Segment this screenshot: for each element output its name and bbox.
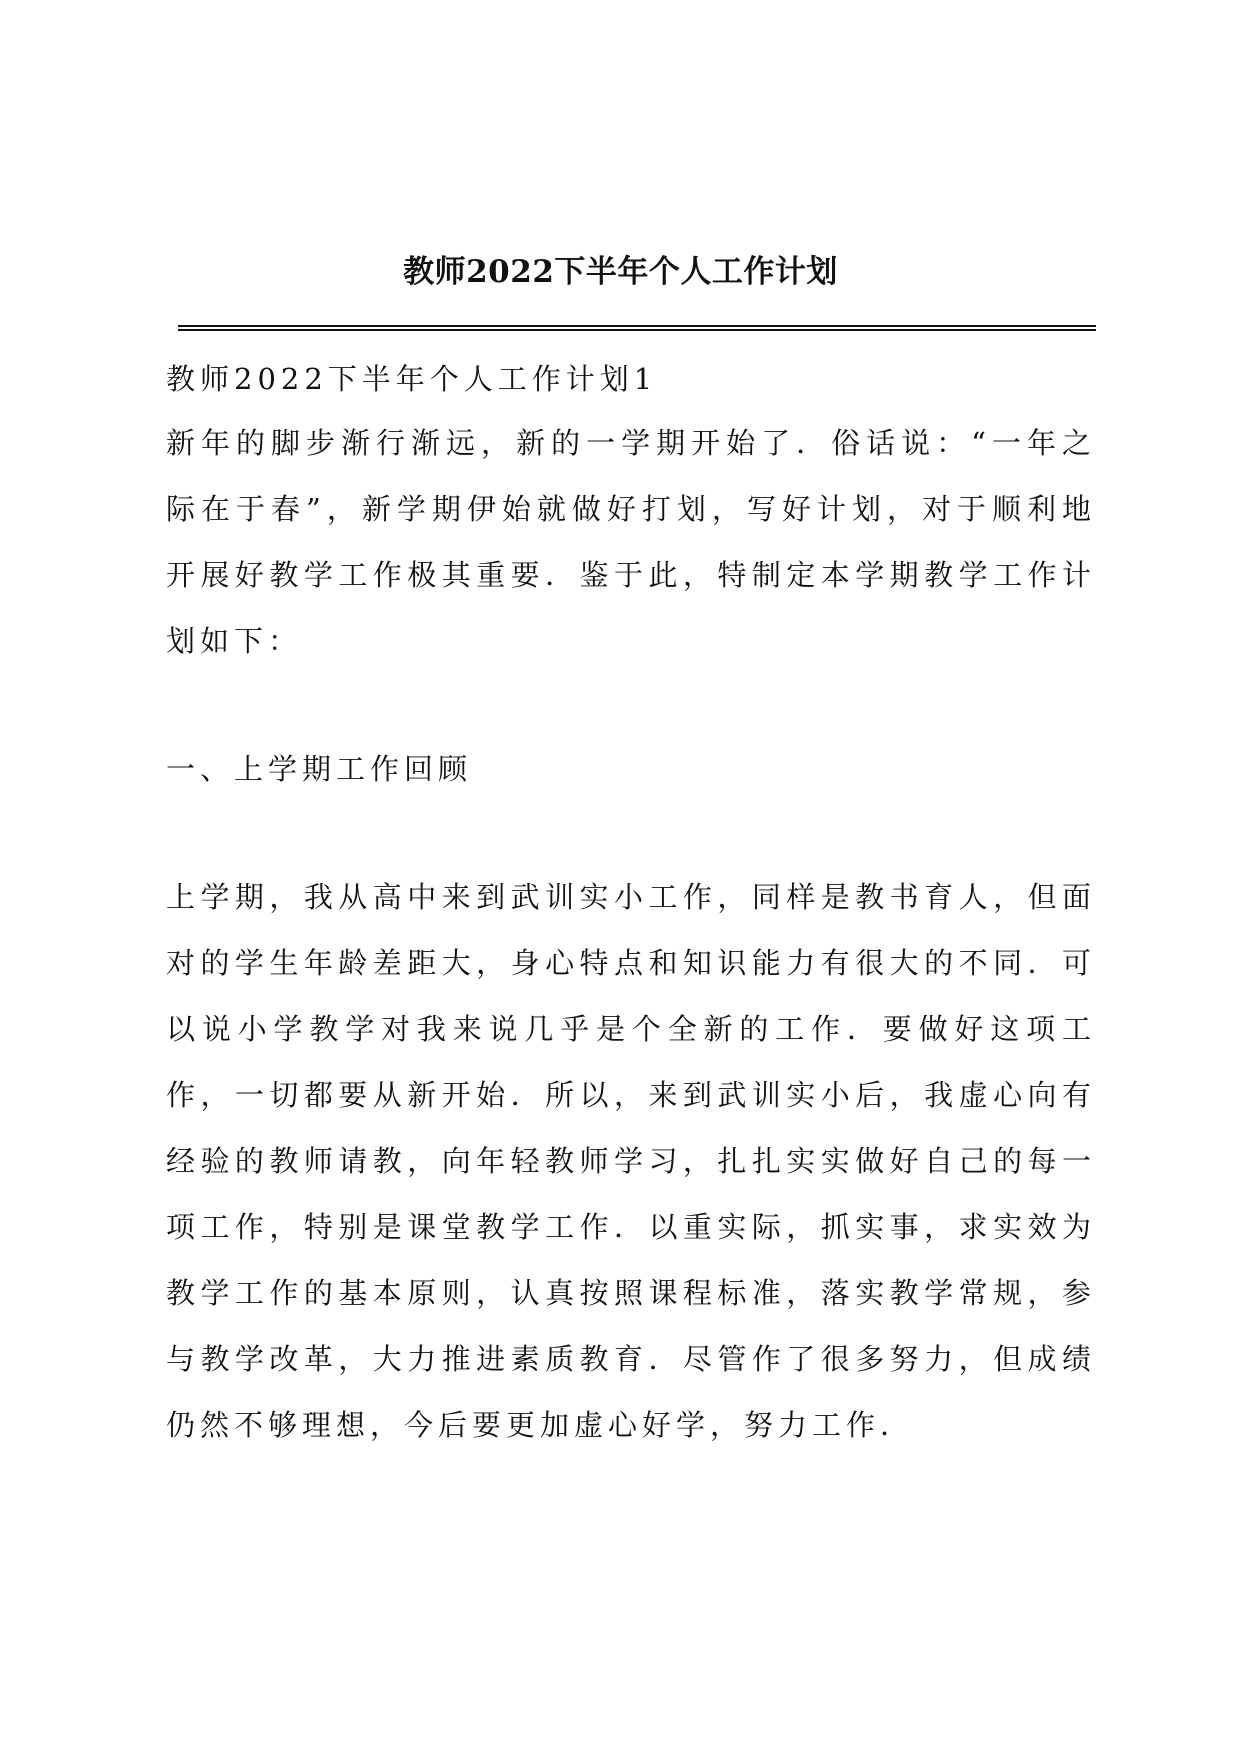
document-body [166, 348, 1096, 1458]
section-heading-review: 一、上学期工作回顾 [166, 752, 473, 786]
document-title: 教师2022下半年个人工作计划 [403, 254, 838, 290]
title-double-rule [178, 325, 1096, 331]
review-paragraph: 上学期，我从高中来到武训实小工作，同样是教书育人，但面对的学生年龄差距大，身心特点和知识能力有很大的不同．可以说小学教学对我来说几乎是个全新的工作．要做好这项工作，一切都要从新开始．所以，来到武训实小后，我虚心向有经验的教师请教，向年轻教师学习，扎扎实实做好自己的每一项工作，特别是课堂教学工作．以重实际，抓实事，求实效为教学工作的基本原则，认真按照课程标准，落实教学常规，参与教学改革，大力推进素质教育．尽管作了很多努力，但成绩仍然不够理想，今后要更加虚心好学，努力工作． [166, 880, 1096, 1442]
intro-paragraph: 新年的脚步渐行渐远，新的一学期开始了．俗话说：“一年之际在于春”，新学期伊始就做好打划，写好计划，对于顺利地开展好教学工作极其重要．鉴于此，特制定本学期教学工作计划如下： [166, 426, 1096, 658]
plan-subheading: 教师2022下半年个人工作计划1 [166, 362, 658, 396]
